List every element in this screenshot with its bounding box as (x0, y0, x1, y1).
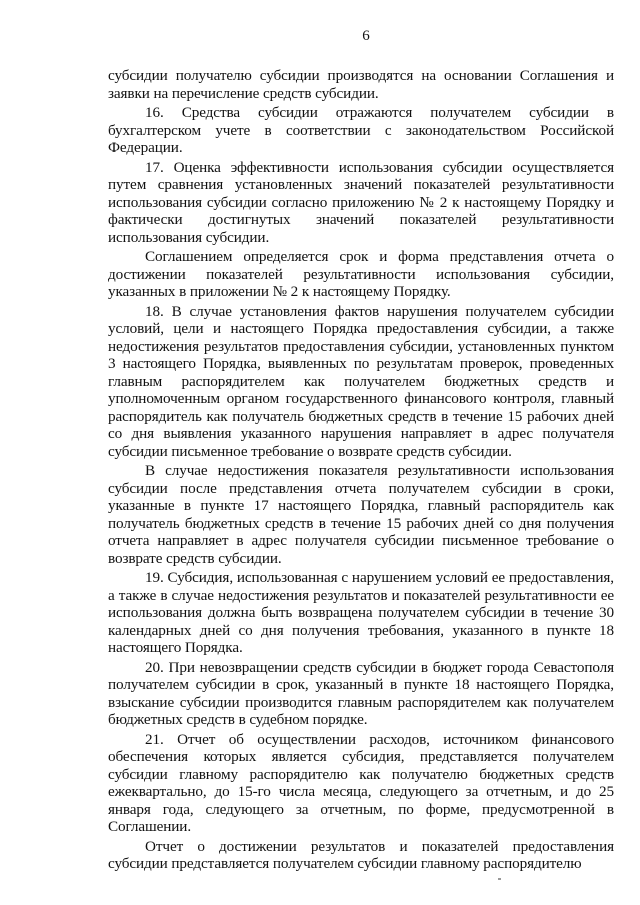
paragraph-21: 21. Отчет об осуществлении расходов, источником финансового обеспечения которых является субсидия, представляется получателем субсидии главному распорядителю как получателю бюджетных средств ежеквартально, до 15-го числа месяца, следующего за отчетным, и до 25 января года, следующего за отчетным, по форме, предусмотренной в Соглашении. (108, 730, 614, 835)
paragraph-16: 16. Средства субсидии отражаются получателем субсидии в бухгалтерском учете в соответствии с законодательством Российской Федерации. (108, 104, 614, 156)
page-number: 6 (362, 28, 370, 44)
paragraph-17-agreement: Соглашением определяется срок и форма представления отчета о достижении показателей результативности использования субсидии, указанных в приложении № 2 к настоящему Порядку. (108, 248, 614, 300)
paragraph-18: 18. В случае установления фактов нарушения получателем субсидии условий, цели и настоящего Порядка предоставления субсидии, а также недостижения результатов предоставления субсидии, установленных пунктом 3 настоящего Порядка, выявленных по результатам проверок, проведенных главным распорядителем как получателем бюджетных средств и уполномоченным органом государственного финансового контроля, главный распорядитель как получатель бюджетных средств в течение 15 рабочих дней со дня выявления указанного нарушения направляет в адрес получателя субсидии письменное требование о возврате средств субсидии. (108, 302, 614, 460)
paragraph-continuation: субсидии получателю субсидии производятся на основании Соглашения и заявки на перечисление средств субсидии. (108, 67, 614, 102)
paragraph-19: 19. Субсидия, использованная с нарушением условий ее предоставления, а также в случае недостижения результатов и показателей результативности ее использования должна быть возвращена получателем субсидии в течение 30 календарных дней со дня получения требования, указанного в пункте 18 настоящего Порядка. (108, 569, 614, 656)
paragraph-20: 20. При невозвращении средств субсидии в бюджет города Севастополя получателем субсидии в срок, указанный в пункте 18 настоящего Порядка, взыскание субсидии производится главным распорядителем как получателем бюджетных средств в судебном порядке. (108, 658, 614, 728)
paragraph-21-report: Отчет о достижении результатов и показателей предоставления субсидии представляется получателем субсидии главному распорядителю (108, 837, 614, 872)
document-body (108, 67, 614, 873)
paragraph-18-non-achievement: В случае недостижения показателя результативности использования субсидии после представления отчета получателем субсидии в сроки, указанные в пункте 17 настоящего Порядка, главный распорядитель как получатель бюджетных средств в течение 15 рабочих дней со дня получения отчета направляет в адрес получателя субсидии письменное требование о возврате средств субсидии. (108, 462, 614, 567)
paragraph-17: 17. Оценка эффективности использования субсидии осуществляется путем сравнения установленных значений показателей результативности использования субсидии согласно приложению № 2 к настоящему Порядку и фактически достигнутых значений показателей результативности использования субсидии. (108, 158, 614, 246)
scan-speck (498, 878, 501, 880)
